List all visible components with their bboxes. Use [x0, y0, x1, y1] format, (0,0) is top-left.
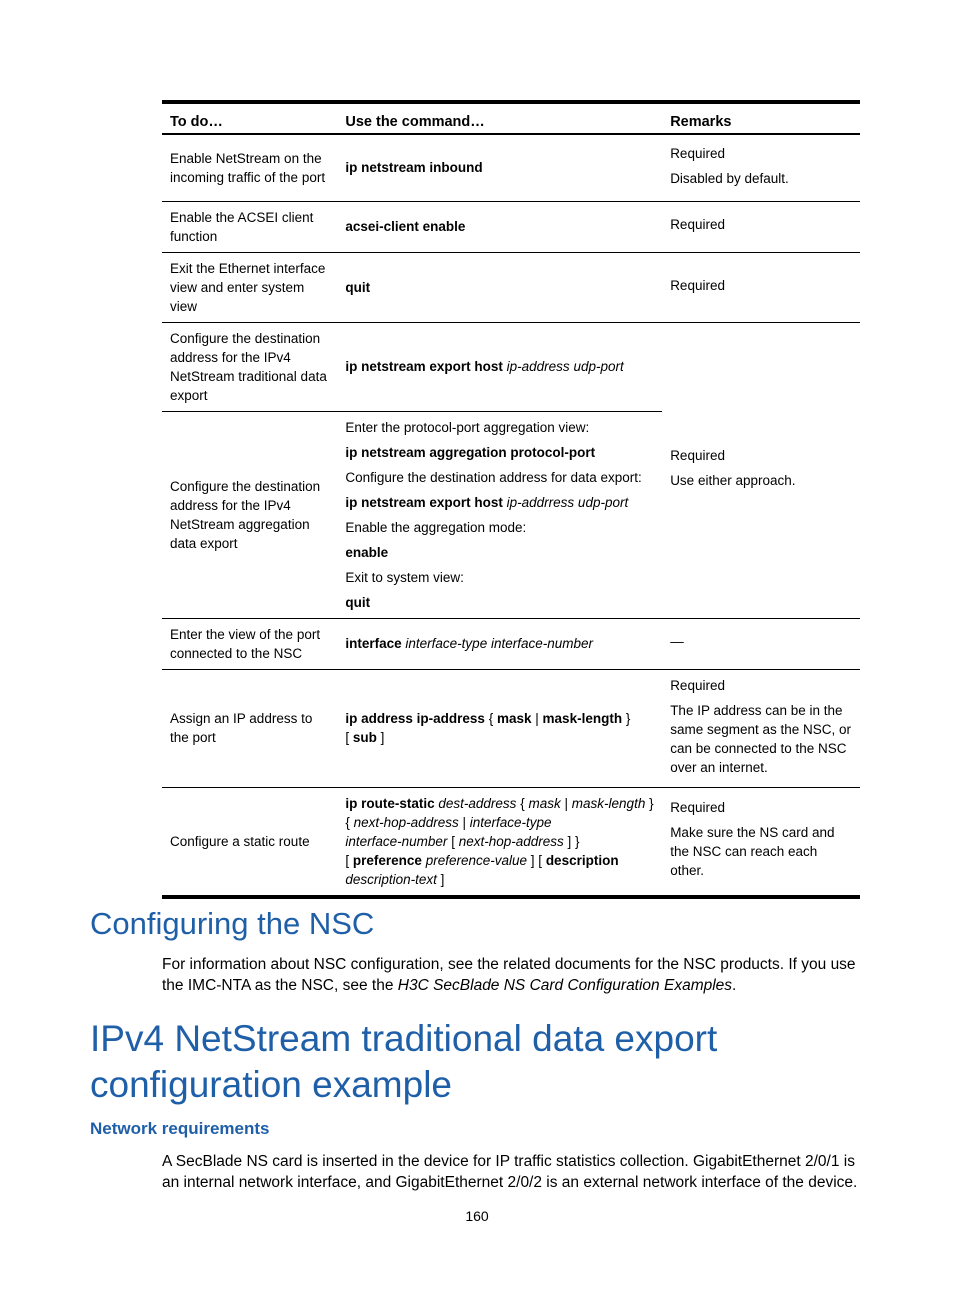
command-keyword: ip netstream export host: [345, 359, 503, 374]
step-text: Configure the destination address for data export:: [345, 469, 642, 485]
command-argument: mask-length: [571, 795, 646, 811]
remark-required: Required: [670, 677, 725, 693]
todo-cell: Enter the view of the port connected to the NSC: [162, 618, 337, 669]
command-argument: ip-address udp-port: [506, 359, 624, 374]
command-keyword: ip route-static: [345, 795, 435, 811]
section-paragraph: [162, 954, 867, 996]
command-argument: dest-address: [438, 795, 517, 811]
command-keyword: quit: [345, 279, 371, 295]
todo-cell: Assign an IP address to the port: [162, 669, 337, 787]
paragraph-text: For information about NSC configuration, see the related documents for the NSC products. If you use the IMC-NTA as the NSC, see the: [162, 956, 856, 994]
table-row: [162, 618, 860, 669]
command-keyword: mask: [496, 711, 532, 726]
remarks-cell: [662, 252, 860, 322]
step-text: Enter the protocol-port aggregation view:: [345, 419, 590, 435]
command-line: [345, 443, 654, 462]
command-cell: [337, 618, 662, 669]
remark-required: Required: [670, 145, 725, 161]
command-keyword: interface: [345, 636, 402, 651]
table-row: [162, 134, 860, 201]
syntax-pipe: |: [462, 814, 466, 830]
syntax-bracket: ]: [380, 730, 385, 745]
paragraph-end: .: [732, 977, 737, 994]
remark-note: The IP address can be in the same segment as the NSC, or can be connected to the NSC over an internet.: [670, 702, 852, 775]
command-table: [162, 100, 860, 899]
syntax-pipe: |: [535, 711, 539, 726]
command-cell: [337, 252, 662, 322]
section-heading-configuring-nsc: Configuring the NSC: [90, 906, 375, 941]
remarks-cell-merged: [662, 322, 860, 618]
remark-note: Disabled by default.: [670, 170, 789, 186]
syntax-pipe: |: [564, 795, 569, 811]
command-line: [345, 493, 654, 512]
syntax-bracket: [: [345, 852, 350, 868]
todo-cell: Exit the Ethernet interface view and enter system view: [162, 252, 337, 322]
command-cell: [337, 411, 662, 618]
table-row: [162, 201, 860, 252]
syntax-brace: }: [625, 711, 631, 726]
command-line: [345, 543, 654, 562]
remarks-cell: [662, 201, 860, 252]
remarks-cell: [662, 669, 860, 787]
command-argument: next-hop-address: [353, 814, 459, 830]
command-cell: [337, 787, 662, 897]
remarks-cell: [662, 618, 860, 669]
syntax-brace: {: [345, 814, 350, 830]
command-keyword: preference: [352, 852, 422, 868]
table-row: [162, 787, 860, 897]
syntax-bracket: ] }: [567, 833, 580, 849]
document-reference: H3C SecBlade NS Card Configuration Examples: [397, 977, 733, 994]
command-cell: [337, 669, 662, 787]
syntax-bracket: ] [: [530, 852, 543, 868]
command-argument: preference-value: [425, 852, 528, 868]
table-row: [162, 322, 860, 411]
command-argument: next-hop-address: [458, 833, 564, 849]
remarks-cell: [662, 134, 860, 201]
command-argument: interface-number: [345, 833, 448, 849]
remark-dash: —: [670, 634, 684, 649]
syntax-brace: {: [488, 711, 494, 726]
step-text: Exit to system view:: [345, 569, 464, 585]
command-cell: [337, 322, 662, 411]
todo-cell: Configure a static route: [170, 833, 310, 849]
remark-required: Required: [670, 277, 725, 293]
todo-cell: Enable the ACSEI client function: [162, 201, 337, 252]
command-cell: [337, 201, 662, 252]
page-number: 160: [465, 1208, 489, 1224]
command-cell: [337, 134, 662, 201]
command-keyword: enable: [345, 544, 389, 560]
command-keyword: acsei-client enable: [345, 219, 466, 234]
remark-note: Make sure the NS card and the NSC can reach each other.: [670, 825, 835, 878]
header-todo: To do…: [162, 102, 337, 134]
remarks-cell: [662, 787, 860, 897]
syntax-bracket: [: [345, 730, 350, 745]
command-argument: mask: [528, 795, 561, 811]
section-heading-example: IPv4 NetStream traditional data export configuration example: [90, 1018, 718, 1105]
command-keyword: mask-length: [542, 711, 623, 726]
command-keyword: ip netstream inbound: [345, 160, 483, 176]
table-row: [162, 252, 860, 322]
table-header-row: [162, 102, 860, 134]
command-argument: description-text: [345, 871, 437, 887]
remark-required: Required: [670, 800, 725, 815]
command-argument: ip-addrress udp-port: [506, 494, 629, 510]
remark-required: Required: [670, 217, 725, 232]
remark-required: Required: [670, 448, 725, 463]
header-command: Use the command…: [337, 102, 662, 134]
syntax-brace: }: [649, 795, 654, 811]
syntax-bracket: ]: [440, 871, 445, 887]
table-row: [162, 669, 860, 787]
command-keyword: ip address ip-address: [345, 711, 485, 726]
command-keyword: quit: [345, 594, 371, 610]
command-line: [345, 593, 654, 612]
command-keyword: ip netstream aggregation protocol-port: [345, 444, 596, 460]
section-paragraph: A SecBlade NS card is inserted in the device for IP traffic statistics collection. GigabitEthernet 2/0/1 is an internal network interface, and GigabitEthernet 2/0/2 is an external network interface of the device.: [162, 1153, 858, 1191]
syntax-brace: {: [520, 795, 525, 811]
command-keyword: sub: [352, 730, 377, 745]
step-text: Enable the aggregation mode:: [345, 519, 527, 535]
todo-cell: Enable NetStream on the incoming traffic of the port: [162, 134, 337, 201]
command-argument: interface-type: [469, 814, 552, 830]
subsection-heading: Network requirements: [90, 1119, 270, 1138]
command-argument: interface-type interface-number: [405, 636, 593, 651]
command-keyword: description: [545, 852, 619, 868]
todo-cell: Configure the destination address for the IPv4 NetStream traditional data export: [162, 322, 337, 411]
header-remarks: Remarks: [662, 102, 860, 134]
command-keyword: ip netstream export host: [345, 494, 503, 510]
remark-note: Use either approach.: [670, 473, 796, 488]
todo-cell: Configure the destination address for the IPv4 NetStream aggregation data export: [162, 411, 337, 618]
syntax-bracket: [: [451, 833, 455, 849]
